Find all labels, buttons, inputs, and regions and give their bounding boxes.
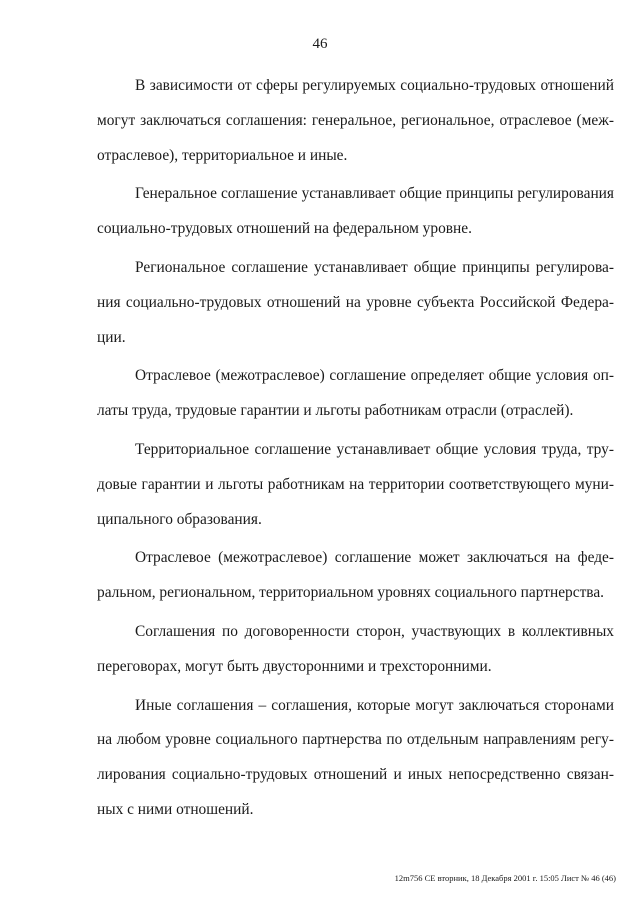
paragraph-line: могут заключаться соглашения: генеральное, региональное, отраслевое (меж-: [97, 111, 614, 129]
paragraph-line: Генеральное соглашение устанавливает общие принципы регулирования: [135, 185, 614, 203]
paragraph-line: отраслевое), территориальное и иные.: [97, 146, 348, 164]
paragraph-line: переговорах, могут быть двусторонними и трехсторонними.: [97, 657, 492, 675]
paragraph-line: Отраслевое (межотраслевое) соглашение может заключаться на феде-: [135, 549, 614, 567]
paragraph-7: [97, 615, 614, 685]
paragraph-line: ципального образования.: [97, 510, 262, 528]
paragraph-2: [97, 177, 614, 247]
paragraph-line: ных с ними отношений.: [97, 800, 254, 818]
paragraph-line: на любом уровне социального партнерства по отдельным направлениям регу-: [97, 731, 614, 749]
paragraph-3: [97, 251, 614, 355]
paragraph-line: В зависимости от сферы регулируемых социально-трудовых отношений: [135, 77, 614, 94]
paragraph-5: [97, 433, 614, 537]
paragraph-1: [97, 69, 614, 173]
paragraph-8: [97, 689, 614, 828]
paragraph-6: [97, 541, 614, 611]
paragraph-4: [97, 359, 614, 429]
paragraph-line: ции.: [97, 328, 126, 346]
paragraph-line: лирования социально-трудовых отношений и иных непосредственно связан-: [97, 766, 614, 784]
paragraph-line: социально-трудовых отношений на федеральном уровне.: [97, 220, 472, 238]
print-footer: 12m756 СЕ вторник, 18 Декабря 2001 г. 15:05 Лист № 46 (46): [394, 873, 616, 883]
paragraph-line: Региональное соглашение устанавливает общие принципы регулирова-: [135, 258, 614, 276]
paragraph-line: Соглашения по договоренности сторон, участвующих в коллективных: [135, 622, 614, 640]
document-body: [97, 69, 614, 828]
paragraph-line: Отраслевое (межотраслевое) соглашение определяет общие условия оп-: [135, 367, 614, 385]
paragraph-line: довые гарантии и льготы работникам на территории соответствующего муни-: [97, 475, 614, 493]
paragraph-line: латы труда, трудовые гарантии и льготы работникам отрасли (отраслей).: [97, 402, 574, 420]
paragraph-line: Иные соглашения – соглашения, которые могут заключаться сторонами: [135, 696, 614, 714]
paragraph-line: ральном, региональном, территориальном уровнях социального партнерства.: [97, 584, 605, 602]
page-number: 46: [312, 36, 328, 52]
paragraph-line: Территориальное соглашение устанавливает общие условия труда, тру-: [135, 440, 614, 458]
paragraph-line: ния социально-трудовых отношений на уровне субъекта Российской Федера-: [97, 293, 614, 311]
